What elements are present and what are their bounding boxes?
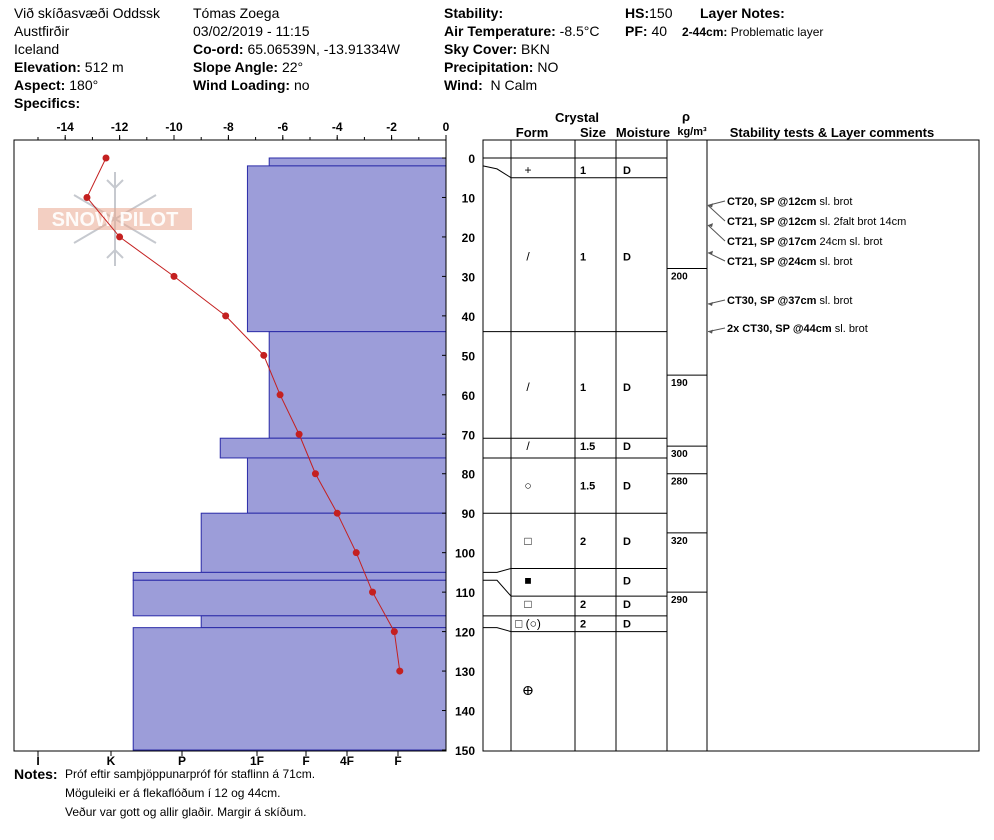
crystal-size: 2 [580, 618, 587, 631]
test-arrow-head [708, 223, 713, 227]
hardness-layer-5 [201, 513, 446, 572]
depth-tick-label: 110 [455, 586, 475, 601]
hardness-layer-0 [269, 158, 446, 166]
hardness-layer-8 [201, 616, 446, 628]
slope-value: 22° [281, 59, 304, 75]
observer-name: Tómas Zoega [193, 5, 280, 21]
layer-connector [483, 628, 511, 632]
precip-value: NO [537, 59, 559, 75]
stability-test [727, 236, 882, 248]
temp-tick-label: -4 [331, 120, 343, 134]
crystal-form: / [526, 439, 530, 454]
precip-label: Precipitation: [444, 59, 534, 75]
density-value: 300 [671, 449, 688, 461]
hardness-tick-label: I [36, 754, 40, 768]
temperature-point [396, 668, 403, 675]
temperature-point [171, 273, 178, 280]
temperature-point [296, 431, 303, 438]
wind-label: Wind: [444, 77, 483, 93]
temp-tick-label: -10 [165, 120, 183, 134]
air-temp-label: Air Temperature: [444, 23, 556, 39]
crystal-size: 1 [580, 251, 587, 264]
temperature-point [334, 510, 341, 517]
coord-label: Co-ord: [193, 41, 244, 57]
stability-test-name: CT21, SP @12cm [727, 216, 817, 228]
hardness-layer-2 [269, 332, 446, 439]
test-arrow [708, 225, 725, 241]
layer-connector [483, 568, 511, 572]
depth-tick-label: 50 [461, 349, 475, 364]
crystal-moisture: D [623, 480, 631, 493]
crystal-header: Crystal [554, 110, 600, 125]
temp-tick-label: -14 [56, 120, 74, 134]
size-header: Size [579, 125, 607, 140]
snowpilot-watermark [38, 172, 192, 266]
temperature-point [277, 391, 284, 398]
density-value: 320 [671, 535, 688, 547]
depth-tick-label: 120 [454, 625, 475, 640]
crystal-form: ○ [524, 478, 532, 493]
location-line-3: Iceland [14, 41, 60, 57]
depth-tick-label: 10 [461, 191, 475, 206]
temperature-point [391, 628, 398, 635]
crystal-form: / [526, 249, 530, 264]
crystal-moisture: D [623, 618, 631, 631]
temperature-point [312, 470, 319, 477]
notes-line-3: Veður var gott og allir glaðir. Margir á skíðum. [65, 805, 307, 819]
depth-tick-label: 80 [461, 467, 475, 482]
stability-test-name: CT21, SP @17cm [727, 236, 817, 248]
rho-header: ρ [681, 109, 691, 124]
stability-test-comment: sl. 2falt brot 14cm [816, 216, 907, 228]
stability-test-comment: sl. brot [816, 196, 853, 208]
hardness-layers [133, 158, 446, 750]
crystal-moisture: D [623, 575, 631, 588]
stability-test [727, 323, 868, 335]
depth-tick-label: 60 [461, 388, 475, 403]
temperature-point [116, 233, 123, 240]
location-line-1: Við skíðasvæði Oddssk [14, 5, 161, 21]
elevation-value: 512 m [84, 59, 124, 75]
layer-connector [483, 580, 511, 596]
comments-header: Stability tests & Layer comments [729, 125, 935, 140]
crystal-form: □ [524, 596, 532, 611]
crystal-form: / [526, 379, 530, 394]
layer-notes-label: Layer Notes: [700, 5, 785, 21]
hs-value: 150 [649, 5, 673, 21]
air-temp-value: -8.5°C [559, 23, 600, 39]
density-value: 280 [671, 476, 688, 488]
temperature-point [353, 549, 360, 556]
temp-tick-label: 0 [442, 120, 450, 134]
test-arrow-head [708, 302, 713, 306]
hs-label: HS: [625, 5, 650, 21]
stability-test-name: CT20, SP @12cm [727, 196, 817, 208]
wind-value: N Calm [490, 77, 538, 93]
depth-tick-label: 140 [454, 704, 475, 719]
temp-tick-label: -8 [223, 120, 234, 134]
hardness-tick-label: P [177, 754, 187, 768]
stability-tests [708, 196, 906, 335]
watermark-text: SNOW PILOT [51, 209, 179, 231]
notes-line-2: Möguleiki er á flekaflóðum í 12 og 44cm. [65, 786, 281, 800]
stability-test-comment: sl. brot [831, 323, 868, 335]
stability-test [727, 295, 852, 307]
form-header: Form [515, 125, 549, 140]
depth-tick-label: 150 [454, 744, 475, 758]
hardness-layer-3 [220, 438, 446, 458]
depth-tick-label: 40 [461, 309, 475, 324]
density-value: 190 [671, 378, 688, 390]
stability-test-comment: sl. brot [816, 295, 853, 307]
crystal-size: 2 [580, 598, 587, 611]
depth-tick-label: 130 [454, 665, 475, 680]
hardness-layer-1 [247, 166, 446, 332]
wind-loading-value: no [293, 77, 310, 93]
crystal-size: 1 [580, 381, 587, 394]
slope-label: Slope Angle: [193, 59, 279, 75]
sky-cover-value: BKN [521, 41, 550, 57]
layer-connector [483, 166, 511, 178]
temp-tick-label: -2 [386, 120, 397, 134]
hardness-tick-label: F [302, 754, 310, 768]
depth-tick-label: 30 [461, 270, 475, 285]
crystal-form: □ [524, 533, 532, 548]
density-value: 200 [671, 271, 688, 283]
depth-tick-label: 70 [461, 428, 475, 443]
crystal-moisture: D [623, 164, 631, 177]
stability-test-name: 2x CT30, SP @44cm [727, 323, 832, 335]
density-value: 290 [671, 595, 688, 607]
stability-test-comment: 24cm sl. brot [816, 236, 883, 248]
aspect-label: Aspect: [14, 77, 66, 93]
temperature-point [260, 352, 267, 359]
notes-line-1: Próf eftir samþjöppunarpróf fór staflinn á 71cm. [65, 767, 316, 781]
aspect-value: 180° [69, 77, 99, 93]
moisture-header: Moisture [615, 125, 671, 140]
location-line-2: Austfirðir [14, 23, 70, 39]
crystal-size: 1 [580, 164, 587, 177]
depth-tick-label: 0 [468, 152, 475, 166]
stability-test-name: CT21, SP @24cm [727, 256, 817, 268]
notes-label: Notes: [14, 766, 58, 782]
crystal-form: + [524, 162, 532, 177]
stability-test-comment: sl. brot [816, 256, 853, 268]
hardness-tick-label: K [106, 754, 116, 768]
crystal-moisture: D [623, 598, 631, 611]
crystal-form: □ (○) [515, 616, 541, 631]
coord-value: 65.06539N, -13.91334W [247, 41, 400, 57]
layer-note-text: Problematic layer [730, 25, 824, 39]
observation-datetime: 03/02/2019 - 11:15 [193, 23, 310, 39]
pf-value: 40 [651, 23, 668, 39]
crystal-moisture: D [623, 535, 631, 548]
stability-test [727, 256, 852, 268]
temp-tick-label: -6 [277, 120, 289, 134]
temperature-point [83, 194, 90, 201]
crystal-size: 1.5 [580, 480, 596, 493]
crystal-size: 1.5 [580, 441, 596, 454]
hardness-layer-4 [247, 458, 446, 513]
crystal-form: ⴲ [522, 683, 534, 698]
crystal-size: 2 [580, 535, 587, 548]
elevation-label: Elevation: [14, 59, 81, 75]
wind-loading-label: Wind Loading: [193, 77, 291, 93]
temperature-point [222, 312, 229, 319]
hardness-tick-label: 1F [249, 754, 265, 768]
test-arrow-head [708, 203, 713, 207]
temperature-point [103, 155, 110, 162]
temperature-point [369, 589, 376, 596]
hardness-tick-label: F [394, 754, 402, 768]
sky-cover-label: Sky Cover: [444, 41, 518, 57]
stability-test [727, 216, 906, 228]
layer-note-range: 2-44cm: [682, 25, 728, 39]
rho-unit-header: kg/m³ [677, 126, 707, 138]
test-arrow-head [708, 330, 713, 334]
layer-table-body [483, 158, 707, 698]
crystal-moisture: D [623, 381, 631, 394]
hardness-layer-7 [133, 580, 446, 616]
depth-tick-label: 100 [454, 546, 475, 561]
crystal-form: ■ [524, 573, 532, 588]
stability-test-name: CT30, SP @37cm [727, 295, 817, 307]
crystal-moisture: D [623, 441, 631, 454]
hardness-layer-6 [133, 572, 446, 580]
stability-test [727, 196, 852, 208]
crystal-moisture: D [623, 251, 631, 264]
depth-tick-label: 90 [461, 507, 475, 522]
specifics-label: Specifics: [14, 95, 81, 111]
stability-label: Stability: [444, 5, 504, 21]
hardness-tick-label: 4F [339, 754, 355, 768]
depth-tick-label: 20 [461, 230, 475, 245]
temp-tick-label: -12 [110, 120, 129, 134]
hardness-layer-9 [133, 628, 446, 750]
layer-table-frame [483, 140, 979, 751]
pf-label: PF: [625, 23, 648, 39]
test-arrow [708, 205, 725, 221]
